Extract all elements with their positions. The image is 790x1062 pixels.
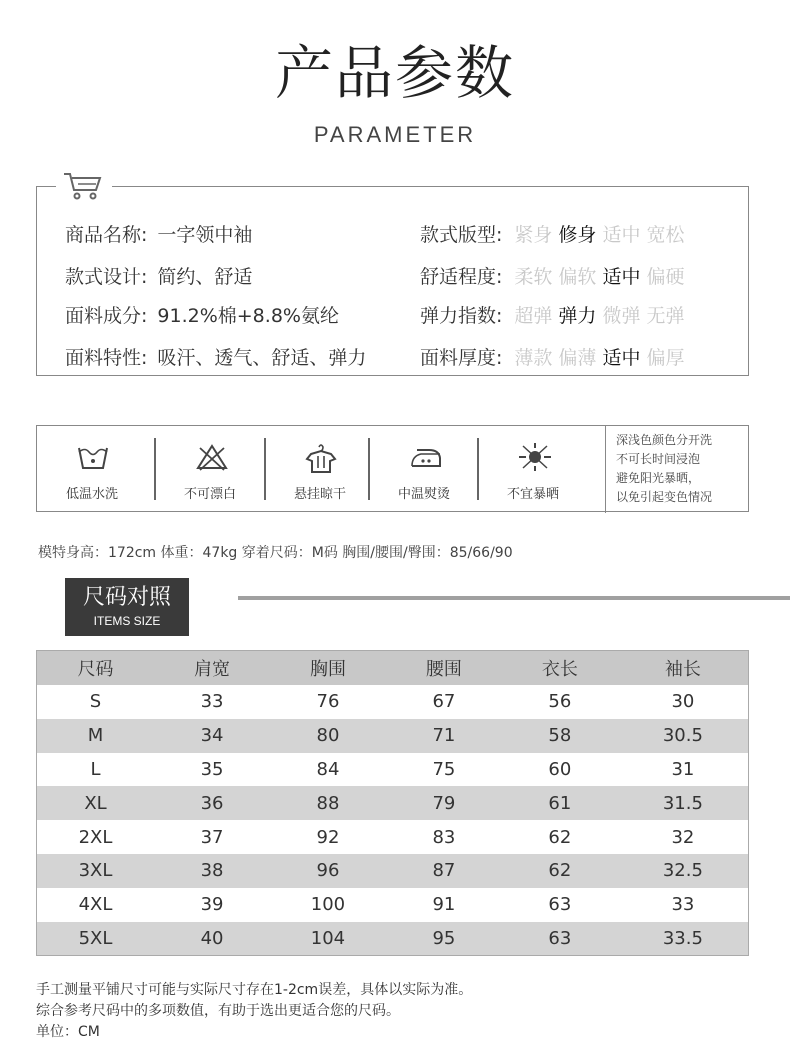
no-sun-icon	[518, 442, 552, 472]
info-key: 面料成分:	[65, 305, 148, 327]
info-value: 简约、舒适	[157, 266, 253, 288]
level-option: 适中	[602, 266, 641, 288]
info-key: 商品名称:	[65, 224, 148, 246]
info-row	[420, 301, 690, 328]
care-instructions-box	[36, 425, 749, 512]
no-bleach-icon	[195, 442, 229, 472]
table-row	[37, 685, 749, 719]
table-cell: 39	[154, 888, 270, 922]
note-line: 手工测量平铺尺寸可能与实际尺寸存在1-2cm误差，具体以实际为准。	[36, 982, 473, 998]
level-option: 弹力	[558, 305, 597, 327]
care-item-no-sun	[478, 426, 588, 513]
table-cell: 63	[502, 888, 618, 922]
table-cell: 56	[502, 685, 618, 719]
table-cell: 40	[154, 922, 270, 956]
info-row	[420, 343, 690, 370]
table-cell: 38	[154, 854, 270, 888]
table-row	[37, 753, 749, 787]
table-cell: 63	[502, 922, 618, 956]
table-row	[37, 854, 749, 888]
table-cell: 37	[154, 820, 270, 854]
info-key: 面料厚度:	[420, 347, 503, 369]
care-item-low-temp-wash	[37, 426, 147, 513]
table-cell: 33	[154, 685, 270, 719]
level-option: 超弹	[514, 305, 553, 327]
table-row	[37, 922, 749, 956]
table-cell: 32.5	[618, 854, 749, 888]
table-header-cell: 肩宽	[154, 651, 270, 686]
table-cell: 76	[270, 685, 386, 719]
table-cell: 67	[386, 685, 502, 719]
size-section-badge	[65, 578, 189, 636]
table-cell: 80	[270, 719, 386, 753]
level-option: 紧身	[514, 224, 553, 246]
page-title: 产品参数	[274, 39, 515, 107]
table-cell: S	[37, 685, 155, 719]
table-cell: 31.5	[618, 786, 749, 820]
care-item-hang-dry	[265, 426, 375, 513]
level-option: 适中	[602, 347, 641, 369]
table-row	[37, 888, 749, 922]
size-table	[36, 650, 749, 956]
table-cell: 62	[502, 820, 618, 854]
level-option: 薄款	[514, 347, 553, 369]
level-option: 修身	[558, 224, 597, 246]
table-cell: 30	[618, 685, 749, 719]
table-cell: 100	[270, 888, 386, 922]
info-value: 91.2%棉+8.8%氨纶	[157, 305, 339, 327]
table-cell: 91	[386, 888, 502, 922]
table-cell: 60	[502, 753, 618, 787]
info-row	[65, 262, 252, 289]
size-section-title: 尺码对照	[82, 585, 171, 610]
size-notes	[36, 980, 472, 1043]
table-header-cell: 尺码	[37, 651, 155, 686]
level-option: 偏软	[558, 266, 597, 288]
table-cell: 34	[154, 719, 270, 753]
care-label: 不宜暴晒	[506, 487, 559, 502]
table-cell: 88	[270, 786, 386, 820]
care-item-medium-iron	[369, 426, 479, 513]
table-cell: 33.5	[618, 922, 749, 956]
table-header-cell: 腰围	[386, 651, 502, 686]
low-temp-wash-icon	[77, 442, 109, 472]
info-key: 款式设计:	[65, 266, 148, 288]
table-cell: 92	[270, 820, 386, 854]
table-cell: 33	[618, 888, 749, 922]
table-cell: 58	[502, 719, 618, 753]
table-cell: 30.5	[618, 719, 749, 753]
level-option: 偏薄	[558, 347, 597, 369]
level-option: 柔软	[514, 266, 553, 288]
care-note: 深浅色颜色分开洗 不可长时间浸泡 避免阳光暴晒， 以免引起变色情况	[605, 426, 750, 513]
table-cell: XL	[37, 786, 155, 820]
table-cell: 75	[386, 753, 502, 787]
table-cell: 36	[154, 786, 270, 820]
size-section-subtitle: ITEMS SIZE	[93, 614, 161, 628]
table-cell: 3XL	[37, 854, 155, 888]
table-cell: 79	[386, 786, 502, 820]
medium-iron-icon	[409, 442, 443, 470]
table-cell: L	[37, 753, 155, 787]
level-option: 适中	[602, 224, 641, 246]
table-cell: 61	[502, 786, 618, 820]
care-label: 悬挂晾干	[293, 487, 346, 502]
table-cell: 32	[618, 820, 749, 854]
info-row	[65, 220, 252, 247]
hang-dry-icon	[305, 442, 337, 474]
section-rule	[238, 596, 790, 600]
table-header-cell: 袖长	[618, 651, 749, 686]
info-row	[65, 343, 366, 370]
level-option: 微弹	[602, 305, 641, 327]
info-row	[420, 262, 690, 289]
level-option: 偏厚	[646, 347, 685, 369]
info-key: 面料特性:	[65, 347, 148, 369]
info-key: 款式版型:	[420, 224, 503, 246]
care-item-no-bleach	[155, 426, 265, 513]
care-label: 低温水洗	[65, 487, 118, 502]
info-key: 弹力指数:	[420, 305, 503, 327]
table-cell: 31	[618, 753, 749, 787]
table-row	[37, 786, 749, 820]
info-value: 一字领中袖	[157, 224, 253, 246]
table-row	[37, 719, 749, 753]
table-cell: 62	[502, 854, 618, 888]
care-label: 不可漂白	[183, 487, 236, 502]
table-cell: 35	[154, 753, 270, 787]
info-value: 吸汗、透气、舒适、弹力	[157, 347, 367, 369]
care-label: 中温熨烫	[397, 487, 450, 502]
info-row	[420, 220, 690, 247]
table-header-cell: 胸围	[270, 651, 386, 686]
table-cell: 95	[386, 922, 502, 956]
table-row	[37, 820, 749, 854]
table-cell: 104	[270, 922, 386, 956]
table-cell: 71	[386, 719, 502, 753]
info-row	[65, 301, 339, 328]
table-cell: 87	[386, 854, 502, 888]
table-cell: 5XL	[37, 922, 155, 956]
info-key: 舒适程度:	[420, 266, 503, 288]
level-option: 宽松	[646, 224, 685, 246]
table-header-row	[37, 651, 749, 686]
table-cell: 4XL	[37, 888, 155, 922]
level-option: 无弹	[646, 305, 685, 327]
page-subtitle: PARAMETER	[313, 122, 477, 147]
table-cell: 2XL	[37, 820, 155, 854]
note-line: 综合参考尺码中的多项数值，有助于选出更适合您的尺码。	[36, 1003, 400, 1019]
table-header-cell: 衣长	[502, 651, 618, 686]
note-line: 单位：CM	[36, 1024, 100, 1040]
table-cell: 96	[270, 854, 386, 888]
table-cell: M	[37, 719, 155, 753]
table-cell: 83	[386, 820, 502, 854]
table-cell: 84	[270, 753, 386, 787]
model-info: 模特身高：172cm 体重：47kg 穿着尺码：M码 胸围/腰围/臀围：85/66/90	[38, 545, 513, 561]
level-option: 偏硬	[646, 266, 685, 288]
